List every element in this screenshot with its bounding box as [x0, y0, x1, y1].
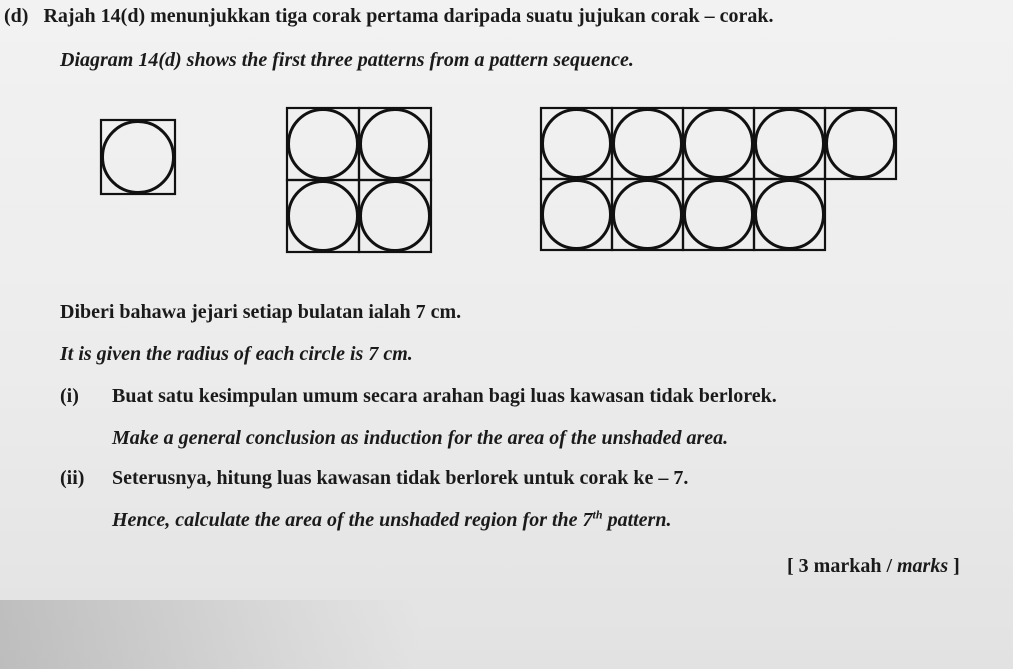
part-ii-english	[112, 508, 671, 532]
inscribed-circle	[361, 182, 430, 251]
circle-cell	[541, 108, 612, 179]
pattern-1-diagram	[96, 120, 180, 194]
inscribed-circle	[756, 110, 824, 178]
circle-cell	[359, 108, 431, 180]
circle-cell	[754, 108, 825, 179]
inscribed-circle	[685, 110, 753, 178]
inscribed-circle	[289, 182, 358, 251]
photo-shadow	[0, 600, 420, 669]
part-ii-english-sup: th	[592, 507, 603, 522]
question-label: (d)	[4, 5, 29, 27]
inscribed-circle	[103, 122, 174, 193]
part-i-english: Make a general conclusion as induction for the area of the unshaded area.	[112, 427, 729, 449]
circle-cell	[825, 108, 896, 179]
given-malay: Diberi bahawa jejari setiap bulatan ialah 7 cm.	[60, 301, 462, 323]
circle-cell	[683, 108, 754, 179]
inscribed-circle	[827, 110, 895, 178]
inscribed-circle	[614, 110, 682, 178]
circle-cell	[287, 180, 359, 252]
circle-cell	[612, 108, 683, 179]
part-i-number: (i)	[60, 385, 79, 407]
marks-close: ]	[948, 555, 960, 577]
circle-cell	[541, 179, 612, 250]
given-english: It is given the radius of each circle is 7 cm.	[60, 343, 413, 365]
inscribed-circle	[614, 181, 682, 249]
intro-malay-text: Rajah 14(d) menunjukkan tiga corak pertama daripada suatu jujukan corak – corak.	[43, 5, 774, 27]
part-i-malay: Buat satu kesimpulan umum secara arahan bagi luas kawasan tidak berlorek.	[112, 385, 777, 407]
inscribed-circle	[543, 110, 611, 178]
marks-label	[787, 554, 960, 578]
pattern-3-diagram	[540, 108, 900, 256]
inscribed-circle	[361, 110, 430, 179]
circle-cell	[754, 179, 825, 250]
part-ii-malay: Seterusnya, hitung luas kawasan tidak berlorek untuk corak ke – 7.	[112, 467, 689, 489]
part-ii-number: (ii)	[60, 467, 85, 489]
circle-cell	[359, 180, 431, 252]
inscribed-circle	[756, 181, 824, 249]
question-intro-english: Diagram 14(d) shows the first three patterns from a pattern sequence.	[60, 49, 634, 71]
marks-open: [ 3 markah /	[787, 555, 897, 577]
part-ii-english-end: pattern.	[602, 509, 672, 531]
question-intro-malay	[4, 4, 774, 28]
marks-english: marks	[897, 555, 949, 577]
circle-cell	[101, 120, 175, 194]
inscribed-circle	[685, 181, 753, 249]
pattern-2-diagram	[286, 108, 434, 256]
part-ii-english-main: Hence, calculate the area of the unshaded region for the 7	[112, 509, 593, 531]
inscribed-circle	[289, 110, 358, 179]
inscribed-circle	[543, 181, 611, 249]
circle-cell	[683, 179, 754, 250]
circle-cell	[612, 179, 683, 250]
circle-cell	[287, 108, 359, 180]
